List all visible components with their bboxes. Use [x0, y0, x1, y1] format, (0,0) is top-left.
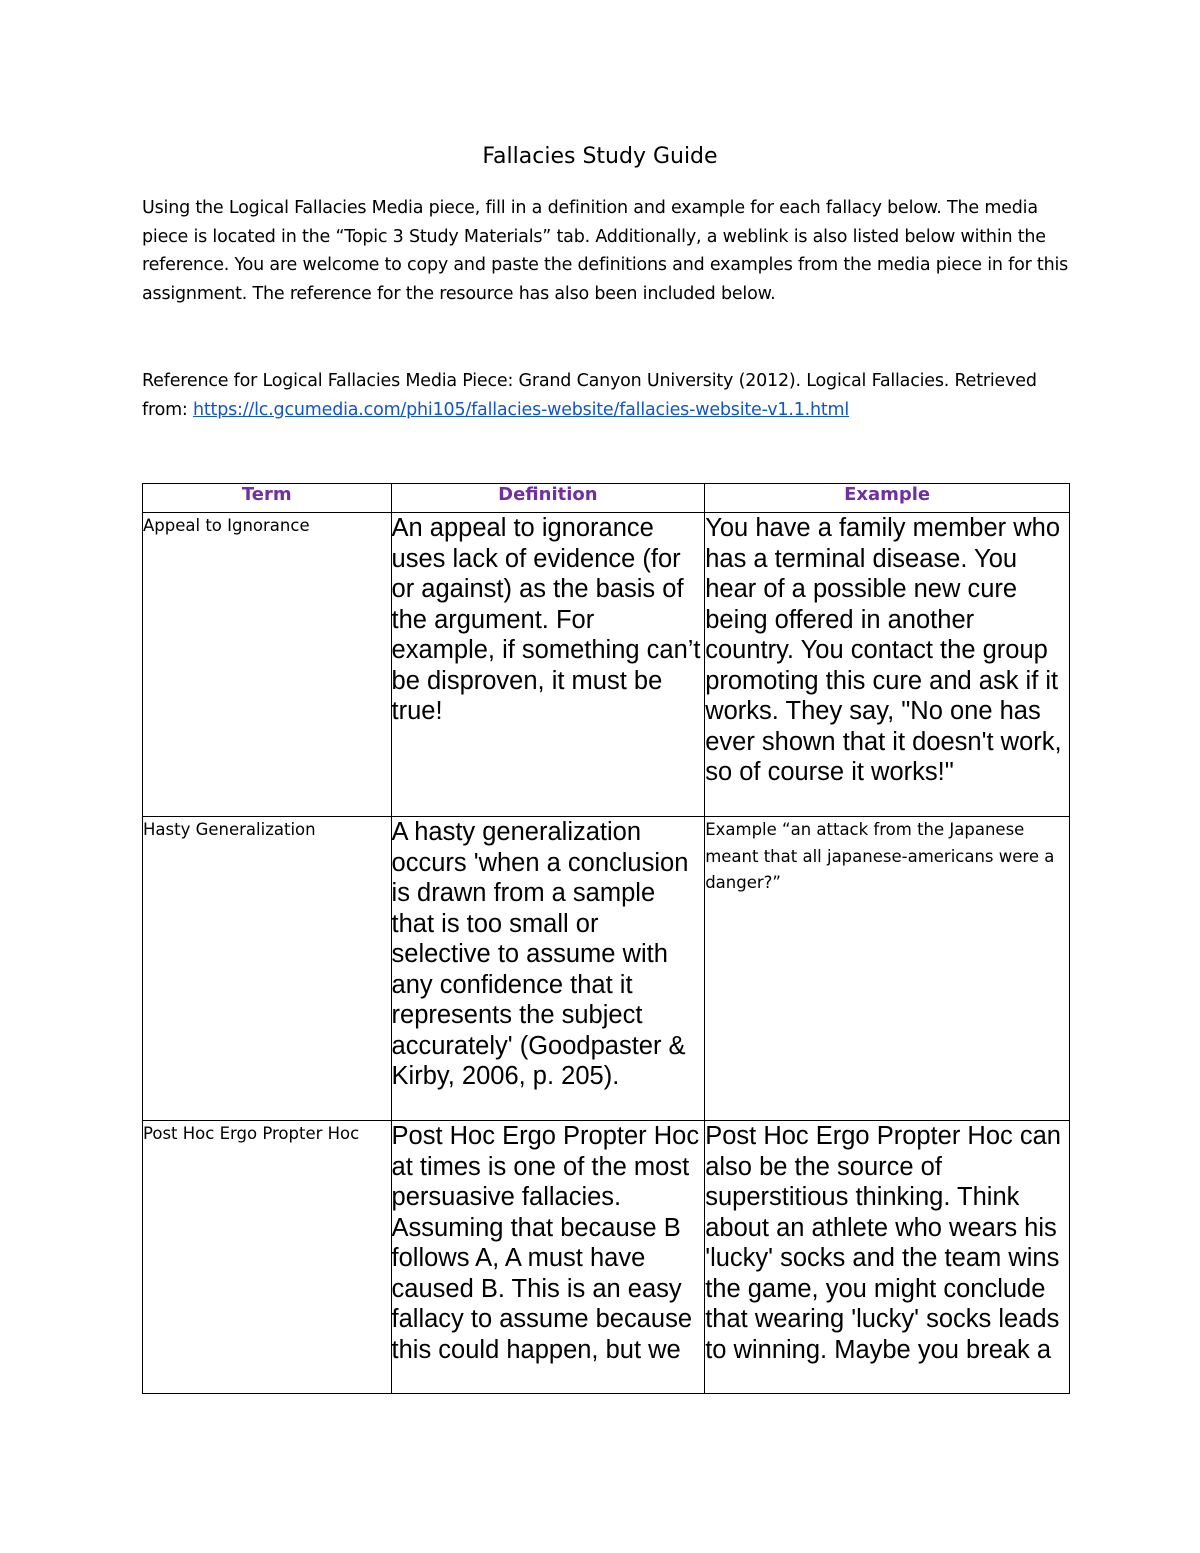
intro-paragraph: Using the Logical Fallacies Media piece, fill in a definition and example for each fallacy below. The media piece is located in the “Topic 3 Study Materials” tab. Additionally, a weblink is also listed below within the reference. You are welcome to copy and paste the definitions and examples from the media piece in for this assignment. The reference for the resource has also been included below. [142, 198, 1069, 304]
definition-cell: A hasty generalization occurs 'when a conclusion is drawn from a sample that is too small or selective to assume with any confidence that it represents the subject accurately' (Goodpaster & Kirby, 2006, p. 205). [391, 817, 705, 1121]
example-cell [705, 1121, 1070, 1394]
header-term: Term [143, 484, 392, 513]
reference-link[interactable]: https://lc.gcumedia.com/phi105/fallacies-website/fallacies-website-v1.1.html [192, 399, 850, 420]
table-row [143, 513, 1070, 817]
term-cell: Post Hoc Ergo Propter Hoc [143, 1121, 392, 1394]
reference-paragraph [142, 367, 1072, 424]
document-title: Fallacies Study Guide [482, 144, 718, 169]
example-cell: You have a family member who has a terminal disease. You hear of a possible new cure being offered in another country. You contact the group promoting this cure and ask if it works. They say, "No one has ever shown that it doesn't work, so of course it works!" [705, 513, 1070, 817]
term-cell: Hasty Generalization [143, 817, 392, 1121]
header-example: Example [705, 484, 1070, 513]
table-header-row [143, 484, 1070, 513]
table-row [143, 817, 1070, 1121]
term-cell: Appeal to Ignorance [143, 513, 392, 817]
fallacies-table [142, 483, 1070, 1394]
definition-text: Post Hoc Ergo Propter Hoc at times is one of the most persuasive fallacies. Assuming that because B follows A, A must have caused B. This is an easy fallacy to assume because this could happen, but we [391, 1122, 700, 1364]
reference-text: Reference for Logical Fallacies Media Piece: Grand Canyon University (2012). Logical Fallacies. Retrieved from: [142, 371, 1037, 420]
header-definition: Definition [391, 484, 705, 513]
example-text: Post Hoc Ergo Propter Hoc can also be the source of superstitious thinking. Think about an athlete who wears his 'lucky' socks and the team wins the game, you might conclude that wearing 'lucky' socks leads to winning. Maybe you break a [705, 1122, 1061, 1364]
definition-cell: An appeal to ignorance uses lack of evidence (for or against) as the basis of the argument. For example, if something can’t be disproven, it must be true! [391, 513, 705, 817]
definition-cell [391, 1121, 705, 1394]
table-row [143, 1121, 1070, 1394]
example-cell: Example “an attack from the Japanese meant that all japanese-americans were a danger?” [705, 817, 1070, 1121]
